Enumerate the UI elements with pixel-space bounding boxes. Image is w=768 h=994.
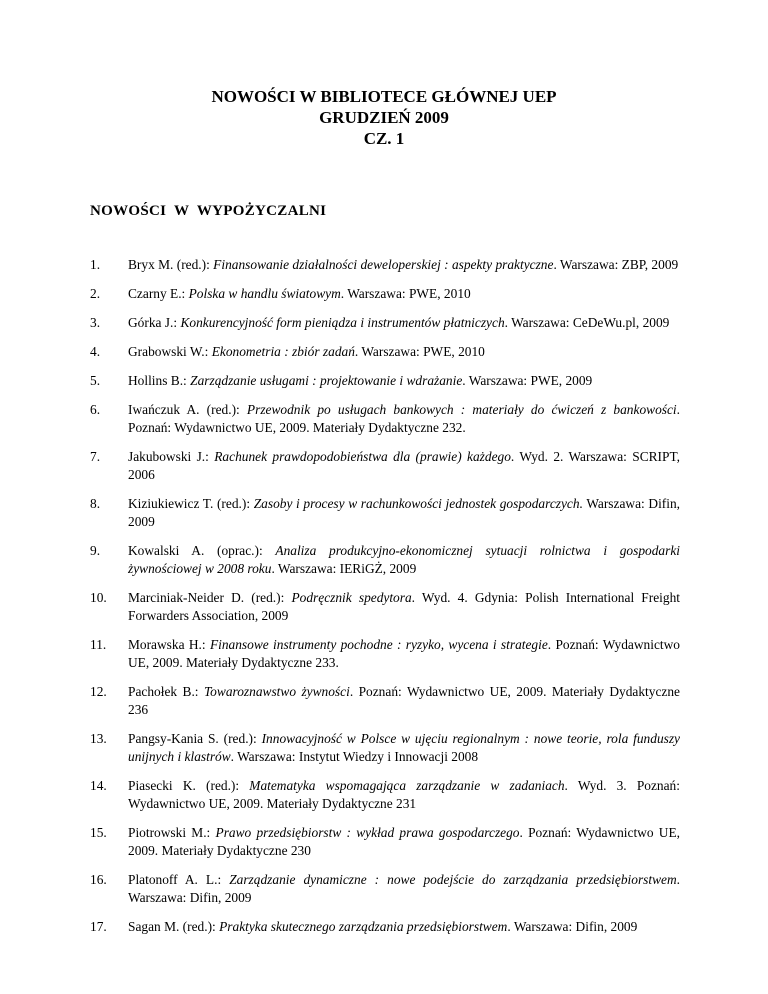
item-title: Podręcznik spedytora [291, 590, 412, 605]
item-citation [128, 589, 680, 625]
list-item [90, 730, 680, 766]
item-title: Praktyka skutecznego zarządzania przedsiębiorstwem [219, 919, 508, 934]
item-citation [128, 256, 680, 274]
item-number: 7. [90, 449, 101, 464]
document-title-block [0, 86, 768, 149]
item-citation [128, 401, 680, 437]
list-item [90, 495, 680, 531]
item-publication: . Warszawa: ZBP, 2009 [553, 257, 679, 272]
item-author: Morawska H.: [128, 637, 210, 652]
item-author: Piasecki K. (red.): [128, 778, 250, 793]
item-publication: . Poznań: Wydawnictwo UE, 2009. Materiały Dydaktyczne 233. [128, 637, 680, 670]
list-item [90, 542, 680, 578]
item-citation [128, 285, 680, 303]
item-citation [128, 542, 680, 578]
item-number: 2. [90, 286, 101, 301]
item-publication: . Poznań: Wydawnictwo UE, 2009. Materiały Dydaktyczne 232. [128, 402, 680, 435]
item-title: Polska w handlu światowym [188, 286, 341, 301]
book-list [90, 256, 680, 947]
item-number: 16. [90, 872, 107, 887]
item-citation [128, 824, 680, 860]
item-number: 3. [90, 315, 101, 330]
item-title: Innowacyjność w Polsce w ujęciu regionalnym : nowe teorie, rola funduszy unijnych i klastrów [128, 731, 680, 764]
item-number: 15. [90, 825, 107, 840]
item-author: Hollins B.: [128, 373, 191, 388]
item-citation [128, 871, 680, 907]
item-author: Górka J.: [128, 315, 181, 330]
list-item [90, 871, 680, 907]
document-title-line-1: NOWOŚCI W BIBLIOTECE GŁÓWNEJ UEP [211, 87, 557, 106]
item-citation [128, 495, 680, 531]
item-title: Przewodnik po usługach bankowych : materiały do ćwiczeń z bankowości [246, 402, 677, 417]
item-citation [128, 372, 680, 390]
item-author: Kowalski A. (oprac.): [128, 543, 276, 558]
list-item [90, 372, 680, 390]
item-number: 11. [90, 637, 107, 652]
list-item [90, 314, 680, 332]
item-citation [128, 777, 680, 813]
item-publication: . Poznań: Wydawnictwo UE, 2009. Materiały Dydaktyczne 236 [128, 684, 680, 717]
item-author: Pachołek B.: [128, 684, 204, 699]
list-item [90, 636, 680, 672]
item-title: Rachunek prawdopodobieństwa dla (prawie) każdego [214, 449, 511, 464]
item-citation [128, 683, 680, 719]
document-title-line-2: GRUDZIEŃ 2009 [319, 108, 449, 127]
item-title: Analiza produkcyjno-ekonomicznej sytuacji rolnictwa i gospodarki żywnościowej w 2008 roku [128, 543, 680, 576]
item-number: 4. [90, 344, 101, 359]
item-publication: . Warszawa: PWE, 2010 [354, 344, 485, 359]
item-author: Piotrowski M.: [128, 825, 216, 840]
item-title: Konkurencyjność form pieniądza i instrumentów płatniczych [180, 315, 505, 330]
item-publication: . Warszawa: IERiGŻ, 2009 [271, 561, 417, 576]
item-author: Platonoff A. L.: [128, 872, 230, 887]
item-number: 5. [90, 373, 101, 388]
item-author: Kiziukiewicz T. (red.): [128, 496, 254, 511]
item-number: 14. [90, 778, 107, 793]
item-publication: . Wyd. 3. Poznań: Wydawnictwo UE, 2009. Materiały Dydaktyczne 231 [128, 778, 680, 811]
list-item [90, 401, 680, 437]
section-heading: NOWOŚCI W WYPOŻYCZALNI [90, 203, 327, 219]
item-author: Marciniak-Neider D. (red.): [128, 590, 292, 605]
item-title: Towaroznawstwo żywności [203, 684, 350, 699]
item-number: 6. [90, 402, 101, 417]
item-number: 10. [90, 590, 107, 605]
list-item [90, 777, 680, 813]
list-item [90, 448, 680, 484]
item-number: 17. [90, 919, 107, 934]
list-item [90, 256, 680, 274]
item-title: Finansowe instrumenty pochodne : ryzyko, wycena i strategie [209, 637, 548, 652]
list-item [90, 824, 680, 860]
item-title: Zarządzanie dynamiczne : nowe podejście do zarządzania przedsiębiorstwem [229, 872, 677, 887]
item-number: 13. [90, 731, 107, 746]
item-publication: . Warszawa: Difin, 2009 [507, 919, 638, 934]
item-author: Sagan M. (red.): [128, 919, 220, 934]
item-title: Finansowanie działalności deweloperskiej : aspekty praktyczne [213, 257, 554, 272]
document-title-line-3: CZ. 1 [363, 129, 405, 148]
item-author: Grabowski W.: [128, 344, 212, 359]
item-citation [128, 730, 680, 766]
item-author: Pangsy-Kania S. (red.): [128, 731, 262, 746]
item-citation [128, 636, 680, 672]
item-title: Prawo przedsiębiorstw : wykład prawa gospodarczego [215, 825, 520, 840]
item-author: Jakubowski J.: [128, 449, 215, 464]
item-author: Bryx M. (red.): [128, 257, 214, 272]
item-citation [128, 343, 680, 361]
item-author: Czarny E.: [128, 286, 189, 301]
item-number: 1. [90, 257, 101, 272]
item-author: Iwańczuk A. (red.): [128, 402, 247, 417]
list-item [90, 683, 680, 719]
item-number: 8. [90, 496, 101, 511]
item-title: Zasoby i procesy w rachunkowości jednostek gospodarczych. [253, 496, 583, 511]
item-publication: . Warszawa: CeDeWu.pl, 2009 [504, 315, 670, 330]
item-number: 12. [90, 684, 107, 699]
item-title: Matematyka wspomagająca zarządzanie w zadaniach [249, 778, 565, 793]
item-title: Zarządzanie usługami : projektowanie i wdrażanie [190, 373, 463, 388]
list-item [90, 343, 680, 361]
list-item [90, 285, 680, 303]
item-publication: Warszawa: Difin, 2009 [128, 496, 681, 529]
item-number: 9. [90, 543, 101, 558]
item-publication: . Warszawa: Instytut Wiedzy i Innowacji 2008 [230, 749, 479, 764]
item-citation [128, 918, 680, 936]
item-publication: . Warszawa: Difin, 2009 [128, 872, 681, 905]
list-item [90, 589, 680, 625]
item-title: Ekonometria : zbiór zadań [211, 344, 355, 359]
item-publication: . Wyd. 4. Gdynia: Polish International Freight Forwarders Association, 2009 [128, 590, 680, 623]
item-publication: . Warszawa: PWE, 2010 [340, 286, 471, 301]
item-publication: . Warszawa: PWE, 2009 [462, 373, 593, 388]
item-publication: . Poznań: Wydawnictwo UE, 2009. Materiały Dydaktyczne 230 [128, 825, 680, 858]
item-publication: . Wyd. 2. Warszawa: SCRIPT, 2006 [128, 449, 680, 482]
item-citation [128, 448, 680, 484]
item-citation [128, 314, 680, 332]
list-item [90, 918, 680, 936]
